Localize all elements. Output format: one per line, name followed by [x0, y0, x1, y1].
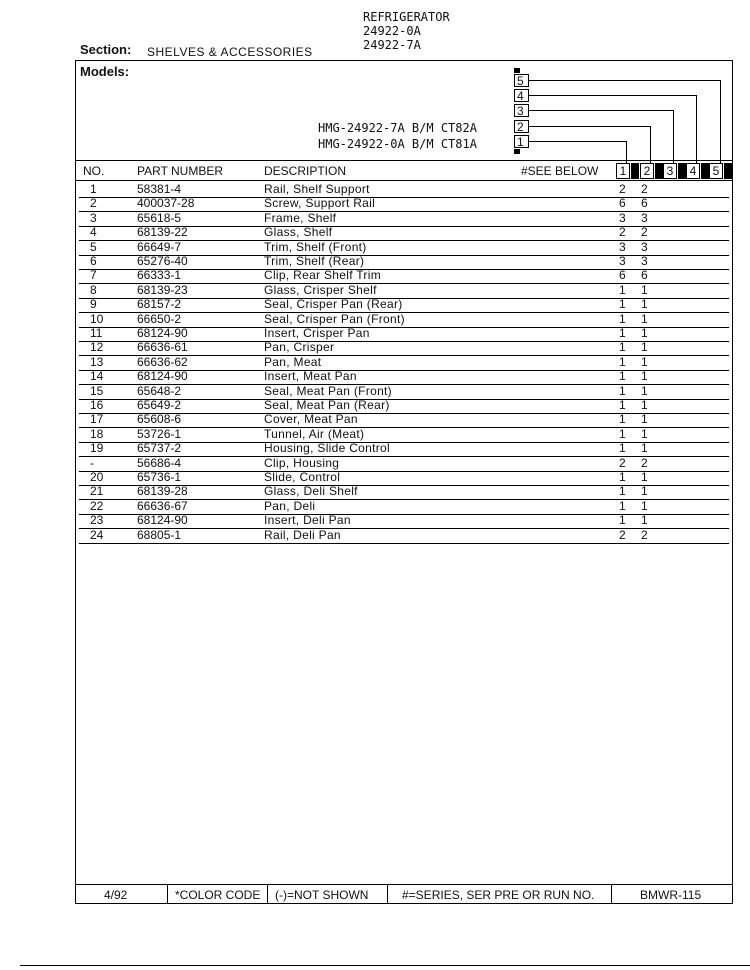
row-qty-model-1: 1	[619, 398, 626, 412]
table-row	[75, 212, 733, 226]
row-qty-model-2: 1	[641, 326, 648, 340]
row-qty-model-2: 1	[641, 441, 648, 456]
row-qty-model-1: 2	[619, 455, 626, 470]
row-no: 12	[90, 340, 104, 355]
row-qty-model-2: 1	[641, 383, 648, 398]
row-qty-model-2: 2	[641, 182, 648, 196]
row-part-number: 56686-4	[137, 455, 182, 470]
row-no: 3	[90, 210, 97, 225]
table-row	[75, 442, 733, 456]
row-description: Seal, Meat Pan (Rear)	[264, 398, 390, 412]
row-no: 23	[90, 513, 104, 528]
row-qty-model-2: 6	[641, 196, 648, 211]
row-qty-model-1: 1	[619, 470, 626, 484]
model-col-marker	[701, 163, 709, 179]
row-no: 21	[90, 484, 104, 499]
row-qty-model-2: 1	[641, 354, 648, 369]
model-col-marker	[631, 163, 639, 179]
row-qty-model-2: 3	[641, 254, 648, 268]
leader-line-5	[529, 80, 721, 81]
table-row	[75, 385, 733, 399]
row-description: Seal, Crisper Pan (Rear)	[264, 297, 403, 312]
row-part-number: 66649-7	[137, 239, 182, 254]
row-no: 5	[90, 239, 97, 254]
row-qty-model-1: 1	[619, 426, 626, 441]
model-col-1: 1	[616, 163, 630, 179]
row-no: 13	[90, 354, 104, 369]
row-part-number: 68805-1	[137, 527, 182, 542]
row-description: Clip, Housing	[264, 455, 340, 470]
document-header	[363, 10, 450, 52]
table-row	[75, 298, 733, 312]
model-slot-4: 4	[514, 89, 529, 102]
leader-line-4	[696, 95, 697, 163]
row-no: 19	[90, 441, 104, 456]
table-row	[75, 514, 733, 528]
col-header-see-below: #SEE BELOW	[521, 164, 599, 178]
model-col-2: 2	[640, 163, 654, 179]
row-qty-model-2: 1	[641, 426, 648, 441]
model-col-marker	[655, 163, 663, 179]
row-qty-model-1: 1	[619, 412, 626, 427]
row-description: Trim, Shelf (Front)	[264, 239, 367, 254]
row-qty-model-1: 1	[619, 498, 626, 513]
row-no: 14	[90, 369, 104, 384]
table-row	[75, 500, 733, 514]
row-part-number: 65608-6	[137, 412, 182, 427]
row-qty-model-2: 3	[641, 210, 648, 225]
row-description: Rail, Shelf Support	[264, 182, 370, 196]
footer-color-code: *COLOR CODE	[175, 888, 261, 902]
row-qty-model-1: 3	[619, 254, 626, 268]
product-title: REFRIGERATOR	[363, 10, 450, 24]
model-line-2: HMG-24922-0A B/M CT81A	[318, 137, 477, 151]
row-qty-model-1: 1	[619, 354, 626, 369]
table-row	[75, 313, 733, 327]
row-qty-model-2: 1	[641, 369, 648, 384]
row-qty-model-1: 1	[619, 282, 626, 297]
footer-divider	[611, 884, 612, 904]
table-row	[75, 255, 733, 269]
row-no: 1	[90, 182, 97, 196]
table-row	[75, 241, 733, 255]
row-part-number: 65618-5	[137, 210, 182, 225]
row-no: 10	[90, 311, 104, 326]
col-header-description: DESCRIPTION	[264, 164, 347, 178]
row-description: Insert, Deli Pan	[264, 513, 351, 528]
row-description: Insert, Crisper Pan	[264, 326, 370, 340]
slot-marker	[514, 68, 520, 73]
row-description: Glass, Shelf	[264, 225, 333, 240]
row-description: Glass, Crisper Shelf	[264, 282, 377, 297]
row-part-number: 68124-90	[137, 513, 188, 528]
row-description: Tunnel, Air (Meat)	[264, 426, 365, 441]
row-part-number: 68157-2	[137, 297, 182, 312]
row-part-number: 68139-23	[137, 282, 188, 297]
row-qty-model-1: 1	[619, 311, 626, 326]
col-header-part-number: PART NUMBER	[137, 164, 224, 178]
row-qty-model-2: 1	[641, 470, 648, 484]
table-row	[75, 356, 733, 370]
footer-divider	[167, 884, 168, 904]
footer-doc-code: BMWR-115	[640, 888, 702, 902]
leader-line-2	[529, 126, 651, 127]
row-qty-model-2: 2	[641, 225, 648, 240]
row-qty-model-1: 2	[619, 527, 626, 542]
table-row	[75, 269, 733, 283]
row-no: 20	[90, 470, 104, 484]
row-qty-model-2: 1	[641, 412, 648, 427]
row-part-number: 68124-90	[137, 369, 188, 384]
leader-line-3	[529, 110, 674, 111]
table-row	[75, 413, 733, 427]
row-description: Pan, Deli	[264, 498, 316, 513]
footer-series: #=SERIES, SER PRE OR RUN NO.	[402, 888, 595, 902]
row-description: Rail, Deli Pan	[264, 527, 341, 542]
section-value: SHELVES & ACCESSORIES	[147, 45, 313, 59]
row-no: 4	[90, 225, 97, 240]
header-rule	[75, 160, 733, 161]
table-row	[75, 341, 733, 355]
row-no: 22	[90, 498, 104, 513]
row-qty-model-1: 1	[619, 383, 626, 398]
row-no: 17	[90, 412, 104, 427]
table-row	[75, 284, 733, 298]
row-no: 9	[90, 297, 97, 312]
row-description: Screw, Support Rail	[264, 196, 376, 211]
models-label: Models:	[80, 64, 130, 79]
section-label: Section:	[80, 42, 132, 57]
row-part-number: 66636-61	[137, 340, 188, 355]
leader-line-5	[720, 80, 721, 163]
row-part-number: 68139-22	[137, 225, 188, 240]
row-qty-model-1: 1	[619, 297, 626, 312]
model-col-5: 5	[709, 163, 723, 179]
row-qty-model-1: 2	[619, 225, 626, 240]
row-rule	[79, 543, 729, 544]
row-qty-model-2: 1	[641, 484, 648, 499]
table-row	[75, 457, 733, 471]
row-qty-model-2: 1	[641, 398, 648, 412]
row-description: Housing, Slide Control	[264, 441, 390, 456]
model-slot-5: 5	[514, 74, 529, 87]
row-description: Frame, Shelf	[264, 210, 337, 225]
model-slot-2: 2	[514, 120, 529, 133]
row-no: 11	[90, 326, 103, 340]
footer-rule	[75, 884, 733, 885]
row-qty-model-2: 1	[641, 282, 648, 297]
slot-marker	[514, 149, 520, 154]
leader-line-1	[529, 141, 627, 142]
row-no: 2	[90, 196, 97, 211]
leader-line-3	[673, 110, 674, 163]
col-header-no: NO.	[83, 164, 105, 178]
row-description: Seal, Meat Pan (Front)	[264, 383, 392, 398]
row-qty-model-1: 1	[619, 369, 626, 384]
row-part-number: 65648-2	[137, 383, 182, 398]
row-qty-model-2: 6	[641, 268, 648, 283]
row-qty-model-1: 2	[619, 182, 626, 196]
row-qty-model-1: 1	[619, 513, 626, 528]
row-part-number: 65276-40	[137, 254, 188, 268]
row-description: Clip, Rear Shelf Trim	[264, 268, 381, 283]
column-header-rule	[75, 180, 733, 181]
table-row	[75, 399, 733, 413]
row-qty-model-2: 1	[641, 297, 648, 312]
row-qty-model-2: 1	[641, 498, 648, 513]
row-qty-model-2: 3	[641, 239, 648, 254]
footer-date: 4/92	[104, 888, 128, 902]
row-qty-model-1: 6	[619, 268, 626, 283]
model-slot-3: 3	[514, 104, 529, 117]
row-qty-model-1: 1	[619, 441, 626, 456]
row-part-number: 66333-1	[137, 268, 182, 283]
row-part-number: 66636-62	[137, 354, 188, 369]
row-qty-model-1: 3	[619, 239, 626, 254]
row-qty-model-1: 1	[619, 484, 626, 499]
row-qty-model-2: 2	[641, 455, 648, 470]
table-row	[75, 327, 733, 341]
table-row	[75, 428, 733, 442]
row-description: Pan, Meat	[264, 354, 322, 369]
row-qty-model-2: 2	[641, 527, 648, 542]
row-no: -	[90, 455, 94, 470]
row-part-number: 53726-1	[137, 426, 182, 441]
model-line-1: HMG-24922-7A B/M CT82A	[318, 121, 477, 135]
model-code-1: 24922-0A	[363, 24, 421, 38]
row-description: Seal, Crisper Pan (Front)	[264, 311, 405, 326]
row-no: 7	[90, 268, 97, 283]
row-description: Insert, Meat Pan	[264, 369, 357, 384]
model-col-marker	[678, 163, 686, 179]
row-no: 24	[90, 527, 104, 542]
row-qty-model-1: 1	[619, 326, 626, 340]
row-no: 15	[90, 383, 104, 398]
model-code-2: 24922-7A	[363, 38, 421, 52]
footer-divider	[387, 884, 388, 904]
row-no: 16	[90, 398, 104, 412]
row-part-number: 66636-67	[137, 498, 188, 513]
row-qty-model-2: 1	[641, 513, 648, 528]
row-part-number: 66650-2	[137, 311, 182, 326]
row-part-number: 65649-2	[137, 398, 182, 412]
row-description: Trim, Shelf (Rear)	[264, 254, 365, 268]
row-part-number: 68139-28	[137, 484, 188, 499]
row-part-number: 65736-1	[137, 470, 182, 484]
page-bottom-rule	[20, 965, 750, 966]
table-row	[75, 183, 733, 197]
row-qty-model-1: 6	[619, 196, 626, 211]
row-no: 8	[90, 282, 97, 297]
table-row	[75, 226, 733, 240]
row-description: Cover, Meat Pan	[264, 412, 358, 427]
footer-not-shown: (-)=NOT SHOWN	[275, 888, 369, 902]
row-qty-model-1: 3	[619, 210, 626, 225]
table-row	[75, 370, 733, 384]
table-row	[75, 529, 733, 543]
row-part-number: 400037-28	[137, 196, 195, 211]
row-qty-model-2: 1	[641, 340, 648, 355]
row-qty-model-2: 1	[641, 311, 648, 326]
row-no: 6	[90, 254, 97, 268]
row-part-number: 58381-4	[137, 182, 182, 196]
row-description: Pan, Crisper	[264, 340, 335, 355]
model-col-4: 4	[686, 163, 700, 179]
table-row	[75, 485, 733, 499]
model-col-marker	[724, 163, 732, 179]
table-row	[75, 197, 733, 211]
row-part-number: 65737-2	[137, 441, 182, 456]
leader-line-4	[529, 95, 697, 96]
row-qty-model-1: 1	[619, 340, 626, 355]
table-row	[75, 471, 733, 485]
row-part-number: 68124-90	[137, 326, 188, 340]
model-col-3: 3	[663, 163, 677, 179]
row-description: Glass, Deli Shelf	[264, 484, 358, 499]
model-slot-1: 1	[514, 135, 529, 148]
footer-divider	[267, 884, 268, 904]
row-description: Slide, Control	[264, 470, 341, 484]
row-no: 18	[90, 426, 104, 441]
leader-line-2	[650, 126, 651, 163]
